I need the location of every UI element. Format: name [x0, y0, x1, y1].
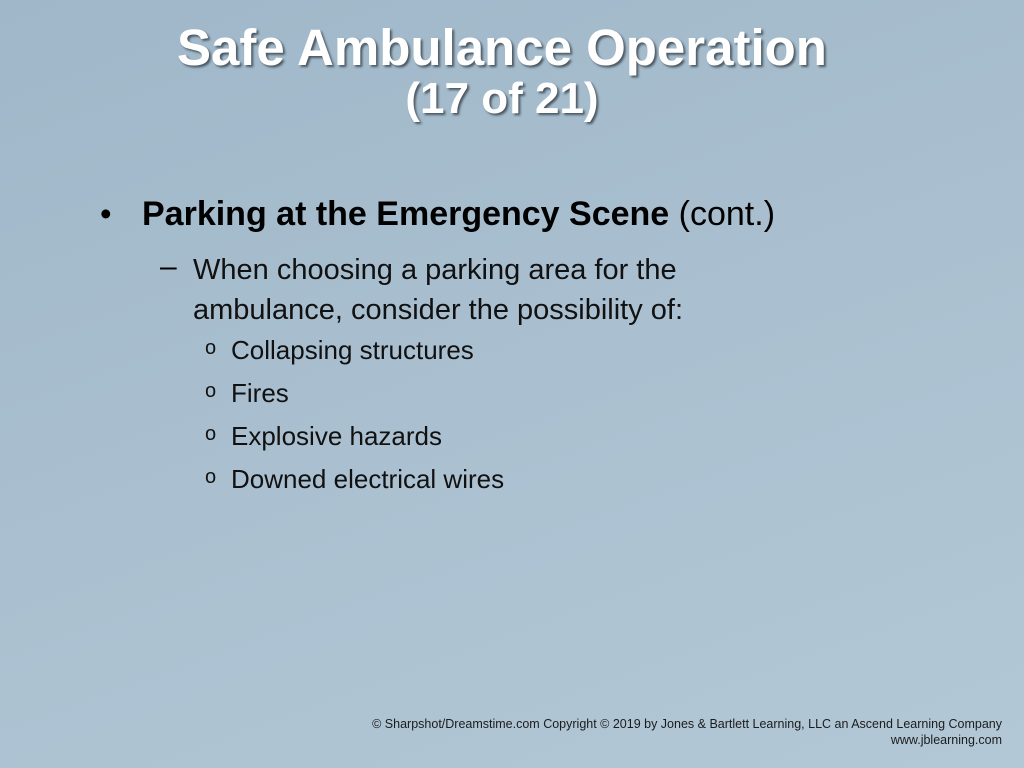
copyright-footer: [372, 716, 1002, 748]
website-text: www.jblearning.com: [890, 733, 1002, 747]
slide-title-line2: (17 of 21): [405, 74, 599, 124]
level3-bullet-marker: o: [205, 466, 217, 488]
level1-normal-text: (cont.): [669, 195, 776, 233]
level1-bold-text: Parking at the Emergency Scene: [142, 195, 670, 233]
level3-bullet-marker: o: [205, 380, 217, 402]
list-item-text: Explosive hazards: [231, 421, 442, 451]
list-item-text: Collapsing structures: [231, 335, 474, 365]
slide-title-line1: Safe Ambulance Operation: [177, 19, 827, 76]
list-item-text: Fires: [231, 378, 289, 408]
level2-bullet-text: When choosing a parking area for the ambulance, consider the possibility of:: [193, 254, 684, 326]
slide-title: [0, 20, 1004, 123]
level3-bullet-marker: o: [205, 337, 217, 359]
level1-bullet-marker: •: [100, 195, 112, 232]
copyright-text: © Sharpshot/Dreamstime.com Copyright © 2019 by Jones & Bartlett Learning, LLC an Ascend Learning Company: [372, 717, 1002, 731]
level3-bullet-marker: o: [205, 423, 217, 445]
level2-bullet-marker: –: [160, 250, 177, 283]
level1-bullet-text: [142, 195, 775, 234]
list-item-text: Downed electrical wires: [231, 464, 505, 494]
